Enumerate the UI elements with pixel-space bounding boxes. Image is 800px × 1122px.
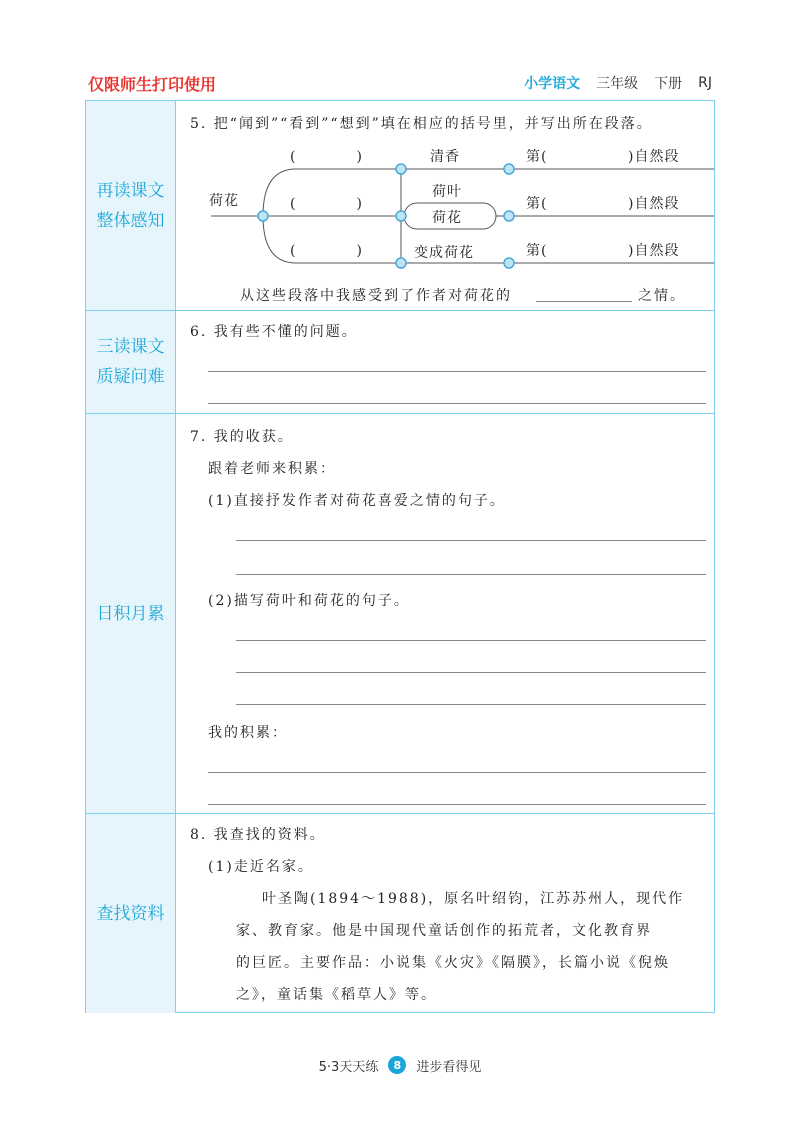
item-leaf: 荷叶 <box>432 184 462 200</box>
answer-line[interactable] <box>236 574 706 575</box>
answer-line[interactable] <box>236 672 706 673</box>
section-accumulate <box>86 414 714 814</box>
label-line: 日积月累 <box>96 603 165 624</box>
section-label <box>86 414 176 813</box>
paragraph-prefix: 第( <box>526 149 548 165</box>
section-reread <box>86 101 714 311</box>
answer-line[interactable] <box>208 804 706 805</box>
label-line: 整体感知 <box>96 210 165 231</box>
part-1-prompt: (1)走近名家。 <box>208 859 314 875</box>
part-1-prompt: (1)直接抒发作者对荷花喜爱之情的句子。 <box>208 493 506 509</box>
section-label <box>86 101 176 310</box>
diagram-root: 荷花 <box>209 193 239 209</box>
section-content <box>176 311 714 413</box>
book-meta <box>524 73 712 93</box>
section-label <box>86 311 176 413</box>
lotus-structure-diagram <box>176 101 714 301</box>
my-accumulation-label: 我的积累： <box>208 725 288 741</box>
grade-label: 三年级 <box>596 76 639 92</box>
node-dot <box>396 211 406 221</box>
paragraph-suffix: )自然段 <box>628 149 680 165</box>
item-fragrance: 清香 <box>430 149 460 165</box>
summary-answer-line[interactable] <box>536 301 632 302</box>
bio-line: 家、教育家。他是中国现代童话创作的拓荒者，文化教育界 <box>236 923 652 939</box>
bio-line: 之》，童话集《稻草人》等。 <box>236 987 437 1003</box>
footer-slogan: 进步看得见 <box>416 1059 482 1075</box>
item-become-lotus: 变成荷花 <box>414 245 474 261</box>
paragraph-prefix: 第( <box>526 243 548 259</box>
blank-3: ( ) <box>290 243 363 259</box>
footer-brand: 5·3天天练 <box>318 1059 379 1075</box>
answer-line[interactable] <box>236 540 706 541</box>
volume-label: 下册 <box>654 76 683 92</box>
page-header <box>0 0 800 100</box>
label-line: 质疑问难 <box>96 367 165 387</box>
question-8: 8. 我查找的资料。 <box>190 827 326 843</box>
item-flower: 荷花 <box>432 210 462 226</box>
edition-label: RJ <box>698 75 712 91</box>
print-restriction-note: 仅限师生打印使用 <box>88 75 217 94</box>
answer-line[interactable] <box>208 371 706 372</box>
node-dot <box>504 211 514 221</box>
bio-line: 叶圣陶(1894～1988)，原名叶绍钧，江苏苏州人，现代作 <box>262 891 685 907</box>
blank-2: ( ) <box>290 196 363 212</box>
page-number-badge: 8 <box>388 1056 406 1074</box>
part-2-prompt: (2)描写荷叶和荷花的句子。 <box>208 593 410 609</box>
label-line: 查找资料 <box>96 903 165 924</box>
node-dot <box>258 211 268 221</box>
question-7: 7. 我的收获。 <box>190 429 294 445</box>
section-research <box>86 814 714 1013</box>
node-dot <box>396 258 406 268</box>
intro-text: 跟着老师来积累： <box>208 461 336 477</box>
question-6: 6. 我有些不懂的问题。 <box>190 324 358 340</box>
paragraph-suffix: )自然段 <box>628 243 680 259</box>
paragraph-suffix: )自然段 <box>628 196 680 212</box>
bio-line: 的巨匠。主要作品：小说集《火灾》《隔膜》，长篇小说《倪焕 <box>236 955 670 971</box>
blank-1: ( ) <box>290 149 363 165</box>
node-dot <box>396 164 406 174</box>
subject-label: 小学语文 <box>524 76 581 92</box>
summary-suffix: 之情。 <box>638 288 686 304</box>
section-content <box>176 814 714 1013</box>
answer-line[interactable] <box>208 772 706 773</box>
section-content <box>176 414 714 813</box>
answer-line[interactable] <box>208 403 706 404</box>
node-dot <box>504 258 514 268</box>
node-dot <box>504 164 514 174</box>
section-content <box>176 101 714 310</box>
question-5: 5. 把“闻到”“看到”“想到”填在相应的括号里，并写出所在段落。 <box>190 116 653 132</box>
section-label <box>86 814 176 1013</box>
worksheet-table <box>85 101 715 1013</box>
label-line: 再读课文 <box>96 180 165 201</box>
answer-line[interactable] <box>236 640 706 641</box>
page-footer <box>0 1050 800 1080</box>
answer-line[interactable] <box>236 704 706 705</box>
paragraph-prefix: 第( <box>526 196 548 212</box>
section-question <box>86 311 714 414</box>
label-line: 三读课文 <box>96 337 165 357</box>
summary-prefix: 从这些段落中我感受到了作者对荷花的 <box>240 288 512 304</box>
